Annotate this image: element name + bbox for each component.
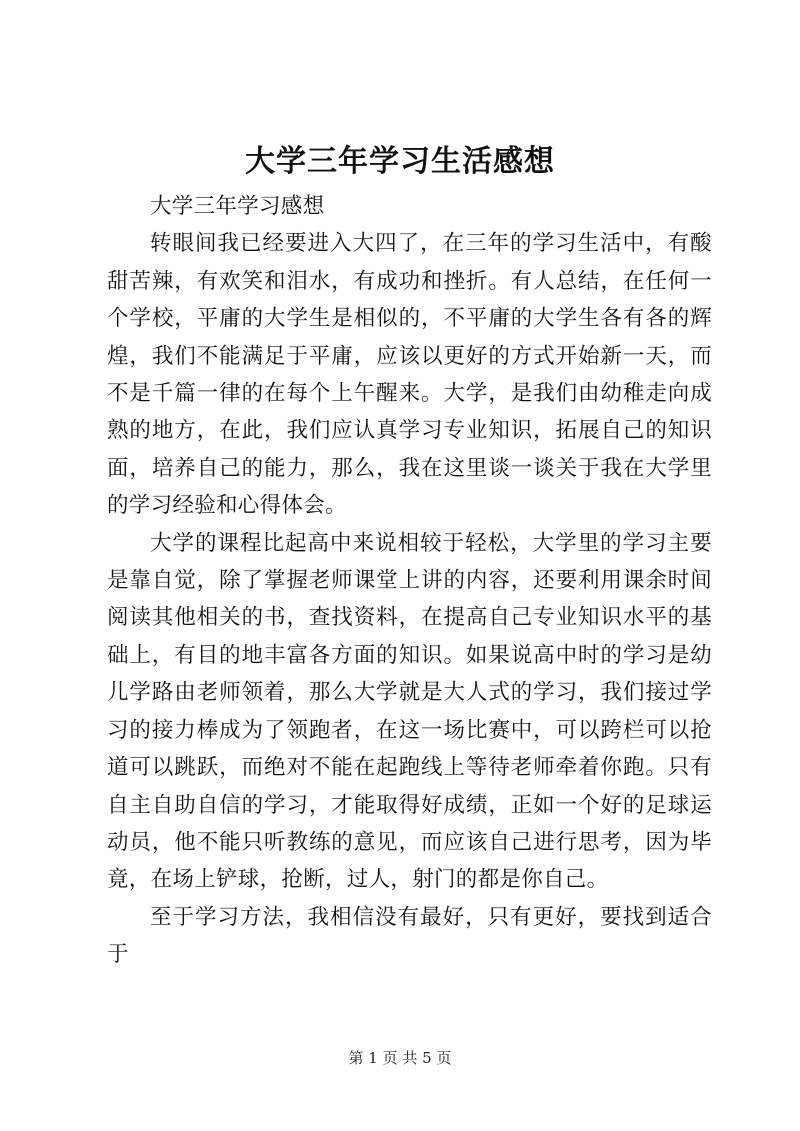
body-paragraph-2: 大学的课程比起高中来说相较于轻松，大学里的学习主要是靠自觉，除了掌握老师课堂上讲的内容，还要利用课余时间阅读其他相关的书，查找资料，在提高自己专业知识水平的基础上，有目的地丰富各方面的知识。如果说高中时的学习是幼儿学路由老师领着，那么大学就是大人式的学习，我们接过学习的接力棒成为了领跑者，在这一场比赛中，可以跨栏可以抢道可以跳跃，而绝对不能在起跑线上等待老师牵着你跑。只有自主自助自信的学习，才能取得好成绩，正如一个好的足球运动员，他不能只听教练的意见，而应该自己进行思考，因为毕竟，在场上铲球，抢断，过人，射门的都是你自己。 bbox=[107, 530, 712, 893]
body-paragraph-1: 转眼间我已经要进入大四了，在三年的学习生活中，有酸甜苦辣，有欢笑和泪水，有成功和挫折。有人总结，在任何一个学校，平庸的大学生是相似的，不平庸的大学生各有各的辉煌，我们不能满足于平庸，应该以更好的方式开始新一天，而不是千篇一律的在每个上午醒来。大学，是我们由幼稚走向成熟的地方，在此，我们应认真学习专业知识，拓展自己的知识面，培养自己的能力，那么，我在这里谈一谈关于我在大学里的学习经验和心得体会。 bbox=[107, 231, 712, 519]
document-title: 大学三年学习生活感想 bbox=[245, 144, 555, 179]
subtitle-paragraph: 大学三年学习感想 bbox=[150, 194, 325, 219]
document-body bbox=[107, 188, 712, 974]
body-paragraph-3: 至于学习方法，我相信没有最好，只有更好，要找到适合于 bbox=[107, 904, 712, 968]
page-number-footer: 第 1 页 共 5 页 bbox=[348, 1049, 452, 1067]
